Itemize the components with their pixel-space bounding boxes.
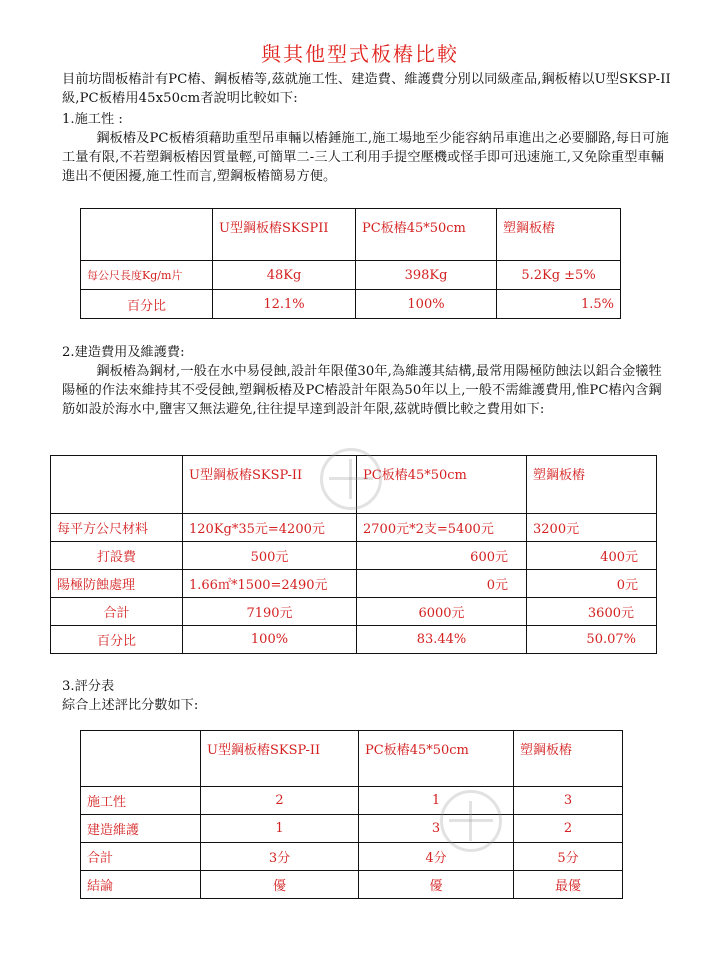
table-cell: 1.66㎡*1500=2490元 bbox=[183, 570, 357, 598]
row-label: 結論 bbox=[81, 871, 201, 899]
table-row bbox=[81, 871, 623, 899]
table-cell: 5分 bbox=[514, 843, 623, 871]
table-cell: 3600元 bbox=[527, 598, 657, 626]
section1-heading: 1.施工性 : bbox=[62, 112, 123, 127]
table-cell: 4分 bbox=[359, 843, 514, 871]
table-cell: 3分 bbox=[201, 843, 359, 871]
header-cell-empty bbox=[51, 456, 183, 514]
table-cell: 6000元 bbox=[357, 598, 527, 626]
table-cell: 0元 bbox=[357, 570, 527, 598]
table-cell: 3200元 bbox=[527, 514, 657, 542]
table-header-row bbox=[81, 209, 621, 261]
table-cell: 100% bbox=[356, 290, 497, 319]
table-cell: 3 bbox=[359, 815, 514, 843]
table-row bbox=[81, 290, 621, 319]
table-cell: 1.5% bbox=[497, 290, 621, 319]
table-row bbox=[51, 626, 657, 654]
row-label: 合計 bbox=[81, 843, 201, 871]
table-header-row bbox=[81, 731, 623, 787]
table-cell: 48Kg bbox=[213, 261, 356, 290]
row-label: 每公尺長度Kg/m片 bbox=[81, 261, 213, 290]
intro-paragraph: 目前坊間板樁計有PC樁、鋼板樁等,茲就施工性、建造費、維護費分別以同級產品,鋼板樁以U型SKSP-II級,PC板樁用45x50cm者說明比較如下: bbox=[62, 72, 671, 106]
row-label: 百分比 bbox=[81, 290, 213, 319]
row-label: 建造維護 bbox=[81, 815, 201, 843]
table-cell: 最優 bbox=[514, 871, 623, 899]
section3-heading: 3.評分表 bbox=[62, 679, 115, 694]
table-cell: 3 bbox=[514, 787, 623, 815]
table-cell: 1 bbox=[359, 787, 514, 815]
table-cell: 50.07% bbox=[527, 626, 657, 654]
table-cell: 1 bbox=[201, 815, 359, 843]
header-cell-empty bbox=[81, 209, 213, 261]
watermark-logo-icon bbox=[440, 790, 502, 852]
row-label: 百分比 bbox=[51, 626, 183, 654]
table-cell: 0元 bbox=[527, 570, 657, 598]
table-cell: 5.2Kg ±5% bbox=[497, 261, 621, 290]
table-cell: 600元 bbox=[357, 542, 527, 570]
section2-body: 鋼板樁為鋼材,一般在水中易侵蝕,設計年限僅30年,為維護其結構,最常用陽極防蝕法以鋁合金犧牲陽極的作法來維持其不受侵蝕,塑鋼板樁及PC樁設計年限為50年以上,一般不需維護費用,惟PC樁內含鋼筋如設於海水中,鹽害又無法避免,往往提早達到設計年限,茲就時價比較之費用如下: bbox=[62, 364, 662, 417]
row-label: 每平方公尺材料 bbox=[51, 514, 183, 542]
section3-subheading: 綜合上述評比分數如下: bbox=[62, 698, 199, 713]
header-cell: U型鋼板樁SKSPII bbox=[213, 209, 356, 261]
header-cell: U型鋼板樁SKSP-II bbox=[183, 456, 357, 514]
header-cell: 塑鋼板樁 bbox=[527, 456, 657, 514]
document-title: 與其他型式板樁比較 bbox=[261, 42, 459, 66]
table-cell: 100% bbox=[183, 626, 357, 654]
section2-heading: 2.建造費用及維護費: bbox=[62, 345, 185, 360]
table-cell: 2 bbox=[201, 787, 359, 815]
header-cell: U型鋼板樁SKSP-II bbox=[201, 731, 359, 787]
table-row bbox=[81, 843, 623, 871]
header-cell-empty bbox=[81, 731, 201, 787]
table-row bbox=[81, 815, 623, 843]
header-cell: PC板樁45*50cm bbox=[359, 731, 514, 787]
table-cell: 優 bbox=[359, 871, 514, 899]
score-table bbox=[80, 730, 623, 899]
row-label: 打設費 bbox=[51, 542, 183, 570]
row-label: 陽極防蝕處理 bbox=[51, 570, 183, 598]
header-cell: PC板樁45*50cm bbox=[356, 209, 497, 261]
table-cell: 398Kg bbox=[356, 261, 497, 290]
table-row bbox=[51, 598, 657, 626]
watermark-logo-icon bbox=[320, 448, 382, 510]
table-cell: 12.1% bbox=[213, 290, 356, 319]
table-cell: 120Kg*35元=4200元 bbox=[183, 514, 357, 542]
table-cell: 2700元*2支=5400元 bbox=[357, 514, 527, 542]
table-cell: 400元 bbox=[527, 542, 657, 570]
row-label: 合計 bbox=[51, 598, 183, 626]
weight-comparison-table bbox=[80, 208, 621, 319]
section1-body: 鋼板樁及PC板樁須藉助重型吊車輛以樁錘施工,施工場地至少能容納吊車進出之必要腳路,每日可施工量有限,不若塑鋼板樁因質量輕,可簡單二-三人工利用手提空壓機或怪手即可迅速施工,又免除重型車輛進出不便困擾,施工性而言,塑鋼板樁簡易方便。 bbox=[62, 131, 669, 184]
table-cell: 優 bbox=[201, 871, 359, 899]
table-row bbox=[51, 570, 657, 598]
table-cell: 7190元 bbox=[183, 598, 357, 626]
table-cell: 500元 bbox=[183, 542, 357, 570]
table-row bbox=[81, 261, 621, 290]
table-row bbox=[51, 542, 657, 570]
table-row bbox=[81, 787, 623, 815]
header-cell: 塑鋼板樁 bbox=[514, 731, 623, 787]
header-cell: 塑鋼板樁 bbox=[497, 209, 621, 261]
table-cell: 83.44% bbox=[357, 626, 527, 654]
table-row bbox=[51, 514, 657, 542]
header-cell: PC板樁45*50cm bbox=[357, 456, 527, 514]
table-cell: 2 bbox=[514, 815, 623, 843]
row-label: 施工性 bbox=[81, 787, 201, 815]
